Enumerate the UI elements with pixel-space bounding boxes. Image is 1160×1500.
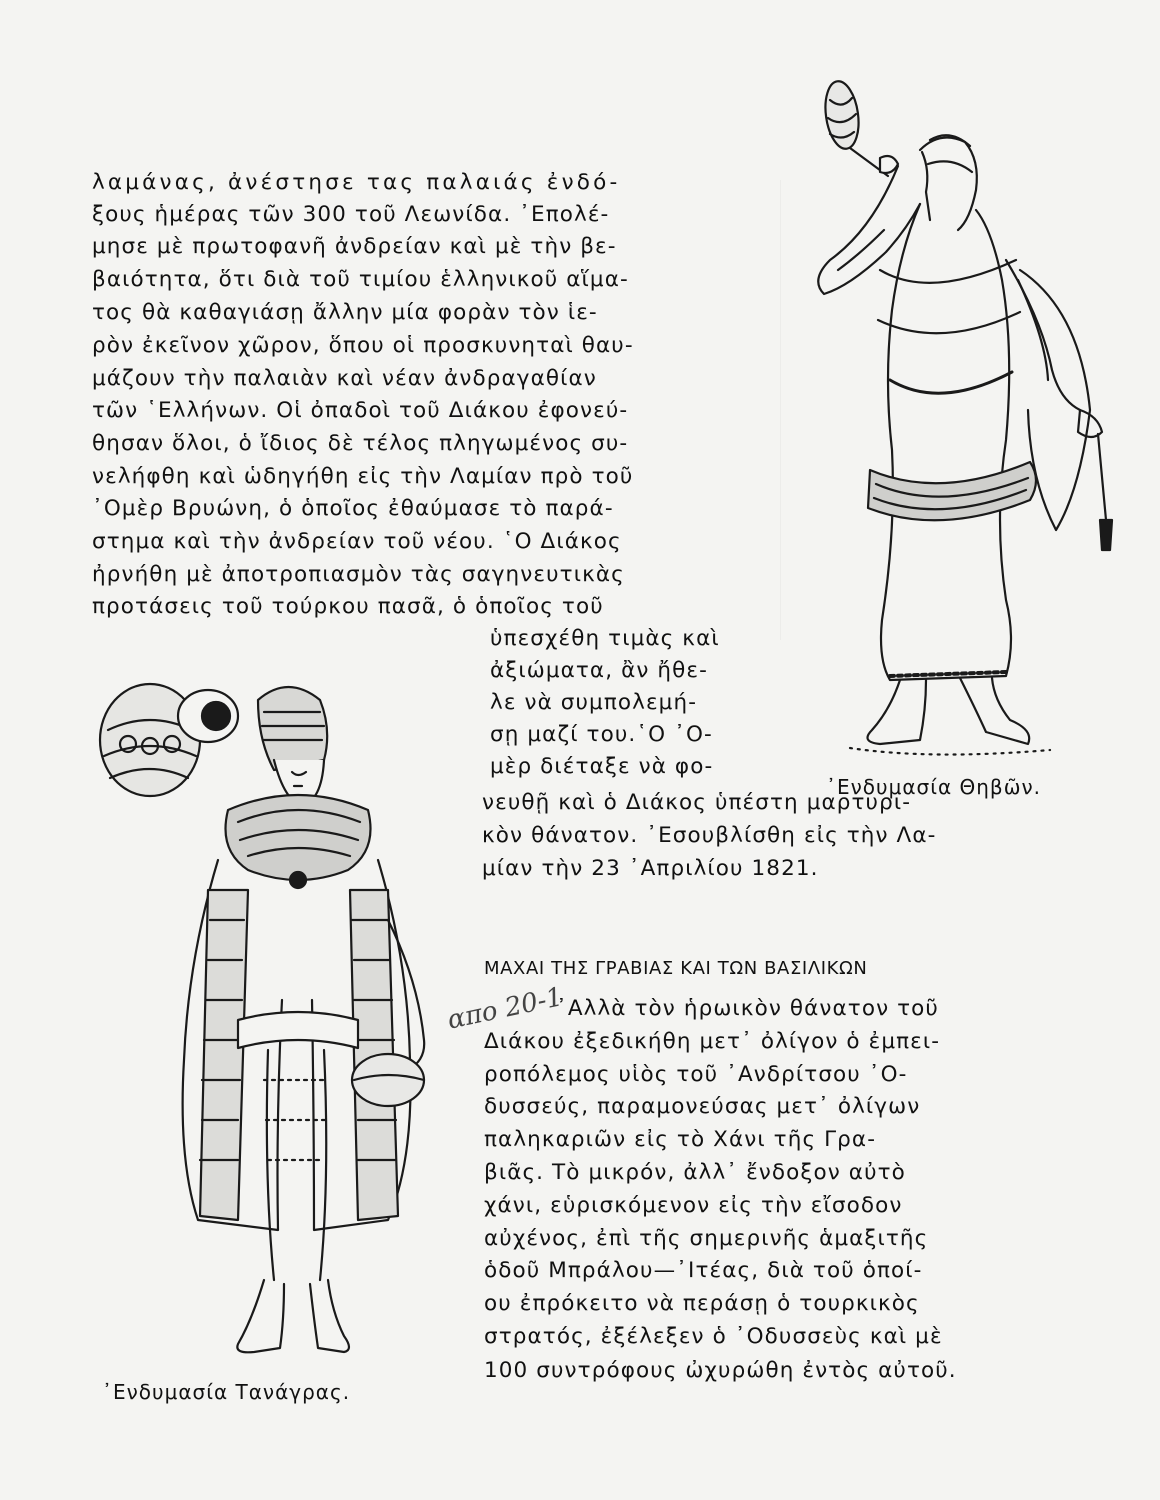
- section-line-5: παληκαριῶν εἰς τὸ Χάνι τῆς Γρα-: [484, 1127, 877, 1152]
- tanagra-costume-illustration: [88, 660, 488, 1380]
- body-line-4: βαιότητα, ὅτι διὰ τοῦ τιμίου ἑλληνικοῦ αἵμα-: [92, 267, 629, 292]
- section-line-2: Διάκου ἐξεδικήθη μετ᾽ ὀλίγον ὁ ἐμπει-: [484, 1029, 941, 1054]
- body-line-12: στημα καὶ τὴν ἀνδρείαν τοῦ νέου. ῾Ο Διάκος: [92, 529, 622, 554]
- body-line-21: κὸν θάνατον. ᾽Εσουβλίσθη εἰς τὴν Λα-: [482, 823, 937, 848]
- body-line-17: λε νὰ συμπολεμή-: [490, 690, 698, 715]
- body-line-10: νελήφθη καὶ ὡδηγήθη εἰς τὴν Λαμίαν πρὸ τοῦ: [92, 464, 634, 489]
- body-line-16: ἀξιώματα, ἂν ἤθε-: [490, 658, 708, 683]
- body-line-8: τῶν ῾Ελλήνων. Οἱ ὀπαδοὶ τοῦ Διάκου ἐφονεύ-: [92, 398, 629, 423]
- section-line-11: στρατός, ἐξέλεξεν ὁ ᾽Οδυσσεὺς καὶ μὲ: [484, 1324, 943, 1349]
- thebes-caption: ᾽Ενδυμασία Θηβῶν.: [826, 775, 1041, 799]
- body-line-1: λαμάνας, ἀνέστησε τας παλαιάς ἐνδό-: [92, 170, 621, 195]
- body-line-18: σῃ μαζί του.῾Ο ᾽Ο-: [490, 722, 713, 747]
- section-line-8: αὐχένος, ἐπὶ τῆς σημερινῆς ἁμαξιτῆς: [484, 1226, 929, 1251]
- section-line-12: 100 συντρόφους ὠχυρώθη ἐντὸς αὐτοῦ.: [484, 1358, 957, 1383]
- body-line-2: ξους ἡμέρας τῶν 300 τοῦ Λεωνίδα. ᾽Επολέ-: [92, 202, 610, 227]
- section-heading: ΜΑΧΑΙ ΤΗΣ ΓΡΑΒΙΑΣ ΚΑΙ ΤΩΝ ΒΑΣΙΛΙΚΩΝ: [484, 958, 868, 979]
- section-line-10: ου ἐπρόκειτο νὰ περάσῃ ὁ τουρκικὸς: [484, 1291, 920, 1316]
- body-line-5: τος θὰ καθαγιάσῃ ἄλλην μία φορὰν τὸν ἱε-: [92, 300, 598, 325]
- section-line-6: βιᾶς. Τὸ μικρόν, ἀλλ᾽ ἔνδοξον αὐτὸ: [484, 1160, 906, 1185]
- body-line-11: ᾽Ομὲρ Βρυώνη, ὁ ὁποῖος ἐθαύμασε τὸ παρά-: [92, 496, 614, 521]
- body-line-13: ἠρνήθη μὲ ἀποτροπιασμὸν τὰς σαγηνευτικὰς: [92, 562, 625, 587]
- body-line-20: νευθῇ καὶ ὁ Διάκος ὑπέστη μαρτυρι-: [482, 790, 912, 815]
- body-line-19: μὲρ διέταξε νὰ φο-: [490, 754, 714, 779]
- handwritten-annotation: απο 20-1: [444, 982, 566, 1036]
- section-line-7: χάνι, εὑρισκόμενον εἰς τὴν εἴσοδον: [484, 1193, 903, 1218]
- body-line-3: μησε μὲ πρωτοφανῆ ἀνδρείαν καὶ μὲ τὴν βε-: [92, 234, 617, 259]
- tanagra-caption: ᾽Ενδυμασία Τανάγρας.: [102, 1380, 351, 1404]
- thebes-costume-illustration: [780, 80, 1140, 780]
- section-line-4: δυσσεύς, παραμονεύσας μετ᾽ ὀλίγων: [484, 1094, 921, 1119]
- body-line-22: μίαν τὴν 23 ᾽Απριλίου 1821.: [482, 856, 819, 881]
- body-line-14: προτάσεις τοῦ τούρκου πασᾶ, ὁ ὁποῖος τοῦ: [92, 594, 604, 619]
- body-line-15: ὑπεσχέθη τιμὰς καὶ: [490, 626, 720, 651]
- section-line-1: ᾽Αλλὰ τὸν ἡρωικὸν θάνατον τοῦ: [556, 996, 939, 1021]
- body-line-9: θησαν ὅλοι, ὁ ἴδιος δὲ τέλος πληγωμένος συ-: [92, 431, 629, 456]
- body-line-7: μάζουν τὴν παλαιὰν καὶ νέαν ἀνδραγαθίαν: [92, 366, 597, 391]
- body-line-6: ρὸν ἐκεῖνον χῶρον, ὅπου οἱ προσκυνηταὶ θαυ-: [92, 333, 634, 358]
- section-line-3: ροπόλεμος υἱὸς τοῦ ᾽Ανδρίτσου ᾽Ο-: [484, 1062, 908, 1087]
- section-line-9: ὁδοῦ Μπράλου—᾽Ιτέας, διὰ τοῦ ὁποί-: [484, 1258, 923, 1283]
